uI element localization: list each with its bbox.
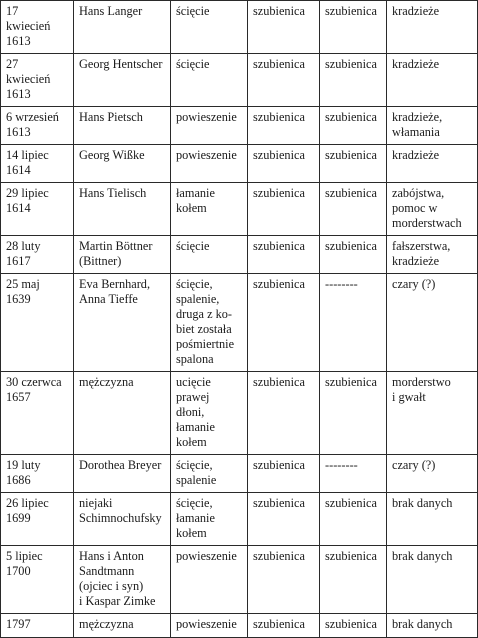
- place2-cell: szubienica: [320, 236, 387, 274]
- method-cell: ścięcie: [171, 236, 248, 274]
- date-cell: 26 lipiec 1699: [1, 493, 74, 546]
- date-cell: 6 wrzesień 1613: [1, 107, 74, 145]
- crime-cell: brak danych: [387, 546, 478, 614]
- date-cell: 25 maj 1639: [1, 274, 74, 372]
- date-cell: 1797: [1, 614, 74, 638]
- place-cell: szubienica: [248, 614, 320, 638]
- date-cell: 29 lipiec 1614: [1, 183, 74, 236]
- date-cell: 28 luty 1617: [1, 236, 74, 274]
- place2-cell: szubienica: [320, 546, 387, 614]
- place-cell: szubienica: [248, 274, 320, 372]
- place2-cell: szubienica: [320, 493, 387, 546]
- table-row: [1, 1, 478, 54]
- table-row: [1, 614, 478, 638]
- crime-cell: kradzieże, włamania: [387, 107, 478, 145]
- name-cell: mężczyzna: [74, 372, 171, 455]
- name-cell: Hans i Anton Sandtmann (ojciec i syn) i Kaspar Zimke: [74, 546, 171, 614]
- date-cell: 14 lipiec 1614: [1, 145, 74, 183]
- crime-cell: zabójstwa, pomoc w morderstwach: [387, 183, 478, 236]
- method-cell: ucięcie prawej dłoni, łamanie kołem: [171, 372, 248, 455]
- method-cell: ścięcie, spalenie: [171, 455, 248, 493]
- place-cell: szubienica: [248, 236, 320, 274]
- crime-cell: brak danych: [387, 493, 478, 546]
- table-row: [1, 493, 478, 546]
- place2-cell: szubienica: [320, 372, 387, 455]
- name-cell: Eva Bernhard, Anna Tieffe: [74, 274, 171, 372]
- crime-cell: kradzieże: [387, 54, 478, 107]
- name-cell: Dorothea Breyer: [74, 455, 171, 493]
- place2-cell: szubienica: [320, 183, 387, 236]
- method-cell: powieszenie: [171, 145, 248, 183]
- table-body: [1, 1, 478, 638]
- place-cell: szubienica: [248, 372, 320, 455]
- crime-cell: kradzieże: [387, 145, 478, 183]
- place2-cell: --------: [320, 455, 387, 493]
- method-cell: powieszenie: [171, 614, 248, 638]
- date-cell: 30 czerwca 1657: [1, 372, 74, 455]
- table-row: [1, 54, 478, 107]
- crime-cell: czary (?): [387, 455, 478, 493]
- method-cell: ścięcie, łamanie kołem: [171, 493, 248, 546]
- place2-cell: szubienica: [320, 614, 387, 638]
- name-cell: Georg Wißke: [74, 145, 171, 183]
- method-cell: ścięcie: [171, 54, 248, 107]
- method-cell: łamanie kołem: [171, 183, 248, 236]
- name-cell: niejaki Schimnochufsky: [74, 493, 171, 546]
- place-cell: szubienica: [248, 107, 320, 145]
- crime-cell: czary (?): [387, 274, 478, 372]
- place-cell: szubienica: [248, 54, 320, 107]
- method-cell: powieszenie: [171, 546, 248, 614]
- name-cell: mężczyzna: [74, 614, 171, 638]
- place2-cell: --------: [320, 274, 387, 372]
- place2-cell: szubienica: [320, 54, 387, 107]
- name-cell: Martin Böttner (Bittner): [74, 236, 171, 274]
- date-cell: 27 kwiecień 1613: [1, 54, 74, 107]
- name-cell: Hans Pietsch: [74, 107, 171, 145]
- table-row: [1, 183, 478, 236]
- name-cell: Hans Langer: [74, 1, 171, 54]
- method-cell: powieszenie: [171, 107, 248, 145]
- place-cell: szubienica: [248, 183, 320, 236]
- place-cell: szubienica: [248, 145, 320, 183]
- name-cell: Hans Tielisch: [74, 183, 171, 236]
- place2-cell: szubienica: [320, 145, 387, 183]
- method-cell: ścięcie: [171, 1, 248, 54]
- table-row: [1, 107, 478, 145]
- place-cell: szubienica: [248, 493, 320, 546]
- table-row: [1, 546, 478, 614]
- date-cell: 19 luty 1686: [1, 455, 74, 493]
- crime-cell: fałszerstwa, kradzieże: [387, 236, 478, 274]
- table-row: [1, 236, 478, 274]
- table-row: [1, 274, 478, 372]
- table-row: [1, 455, 478, 493]
- crime-cell: morderstwo i gwałt: [387, 372, 478, 455]
- table-row: [1, 145, 478, 183]
- table-row: [1, 372, 478, 455]
- method-cell: ścięcie, spalenie, druga z ko- biet została pośmiertnie spalona: [171, 274, 248, 372]
- place-cell: szubienica: [248, 455, 320, 493]
- date-cell: 17 kwiecień 1613: [1, 1, 74, 54]
- place-cell: szubienica: [248, 1, 320, 54]
- name-cell: Georg Hentscher: [74, 54, 171, 107]
- date-cell: 5 lipiec 1700: [1, 546, 74, 614]
- place-cell: szubienica: [248, 546, 320, 614]
- place2-cell: szubienica: [320, 1, 387, 54]
- crime-cell: kradzieże: [387, 1, 478, 54]
- crime-cell: brak danych: [387, 614, 478, 638]
- place2-cell: szubienica: [320, 107, 387, 145]
